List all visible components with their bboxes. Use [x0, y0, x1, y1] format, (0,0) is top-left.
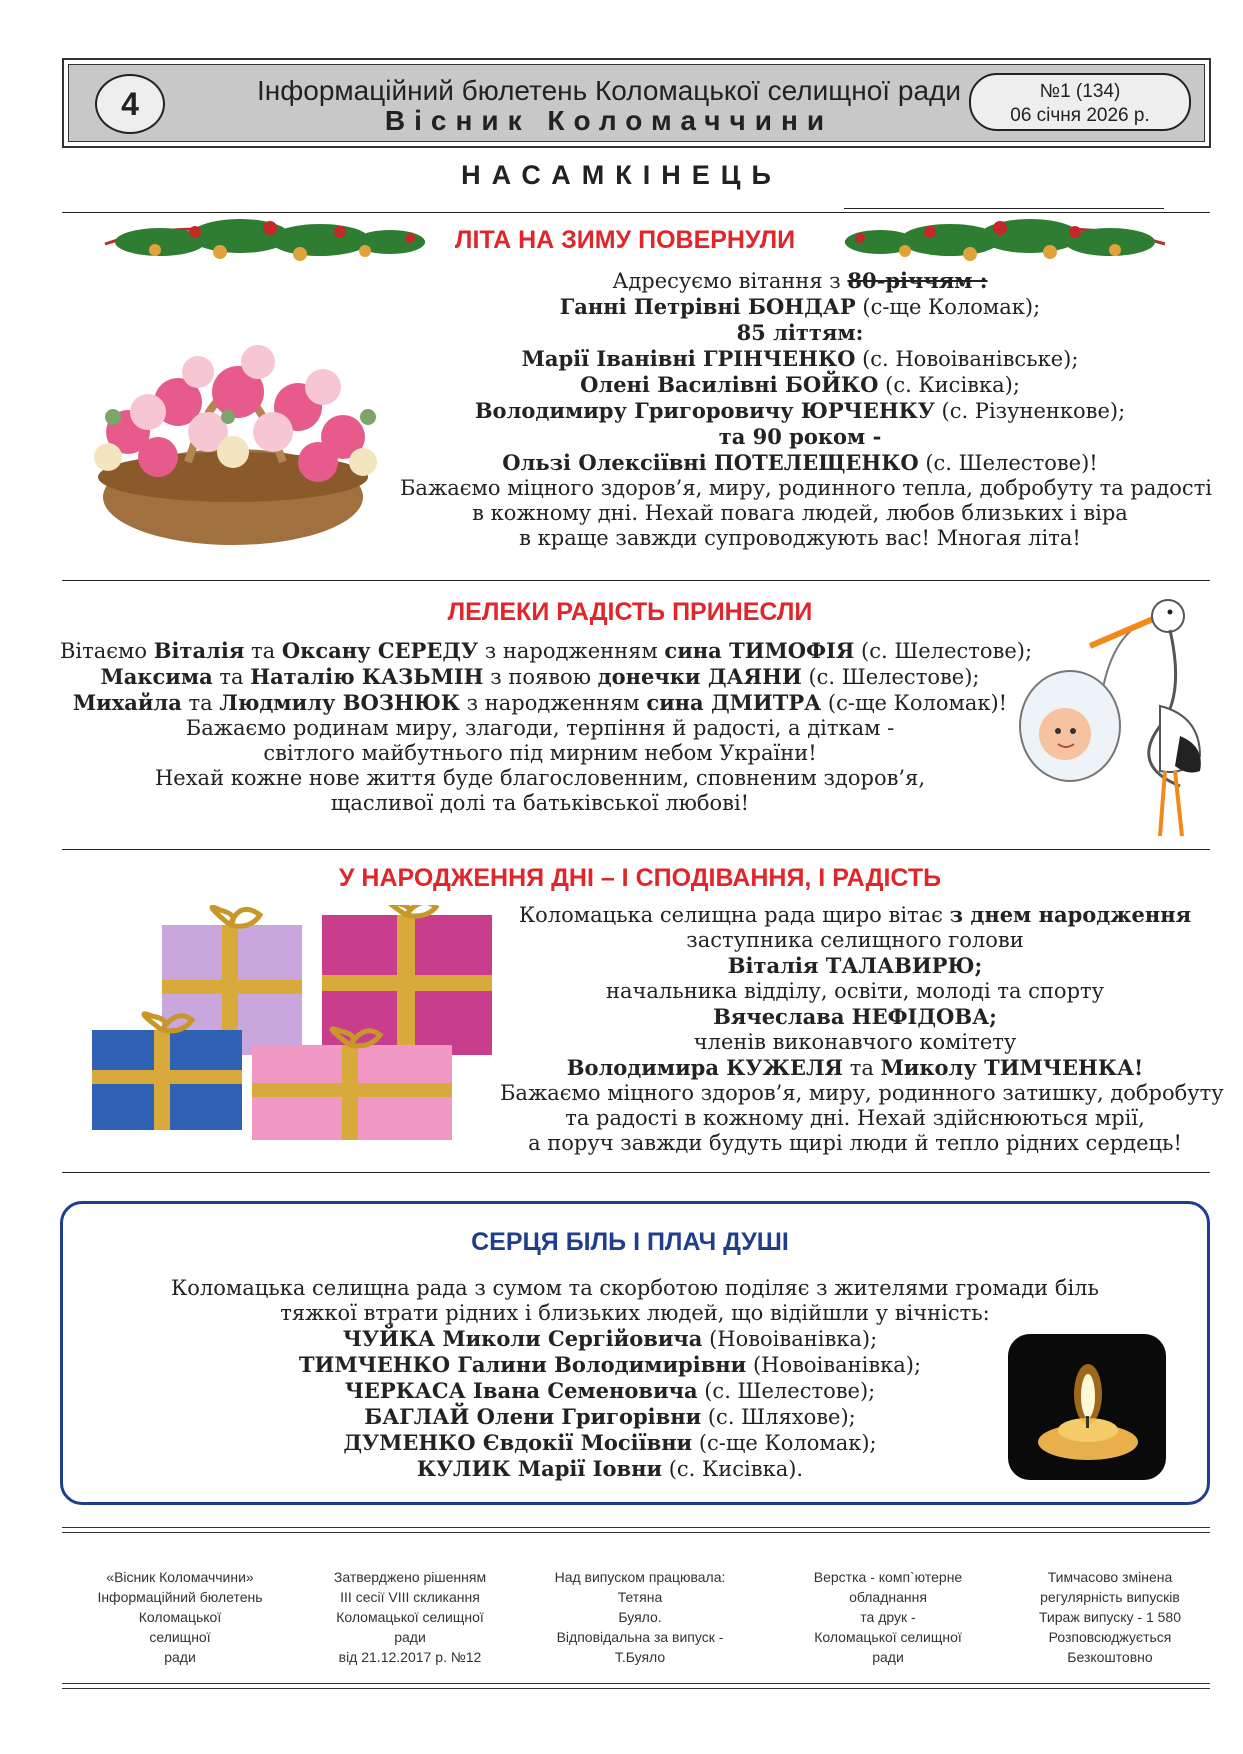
- footer-line: ради: [872, 1649, 904, 1665]
- footer-line: від 21.12.2017 р. №12: [338, 1649, 482, 1665]
- footer-line: Інформаційний бюлетень: [97, 1589, 263, 1605]
- b3-wish-3: а поруч завжди будуть щирі люди й тепло рідних сердець!: [528, 1131, 1182, 1155]
- block3-text: [500, 902, 1224, 1156]
- footer-line: селищної: [149, 1629, 211, 1645]
- footer-line: III сесії VIII скликання: [340, 1589, 480, 1605]
- b1-line-1: [400, 268, 1200, 294]
- b2-bold: Наталію КАЗЬМІН: [250, 664, 484, 689]
- b2-bold: Людмилу ВОЗНЮК: [219, 690, 460, 715]
- issue-number: №1 (134): [1039, 81, 1121, 102]
- gift-boxes-icon: [82, 905, 512, 1145]
- b2-bold: Віталія: [153, 638, 245, 663]
- b2-bold: сина ДМИТРА: [646, 690, 822, 715]
- b1-line-8: [400, 450, 1200, 476]
- b3-position: членів виконавчого комітету: [693, 1030, 1017, 1054]
- b1-line-2: [400, 294, 1200, 320]
- b3-position: начальника відділу, освіти, молоді та спорту: [606, 979, 1104, 1003]
- b2-text: (с-ще Коломак)!: [821, 691, 1008, 715]
- divider: [62, 1172, 1210, 1173]
- b2-line-2: [60, 664, 1020, 690]
- bulletin-title: Вісник Коломаччини: [384, 105, 834, 136]
- b4-place: (с-ще Коломак);: [692, 1431, 877, 1455]
- b2-bold: Максима: [100, 664, 213, 689]
- footer-line: та друк -: [860, 1609, 916, 1625]
- b4-line-6: [260, 1456, 960, 1482]
- b2-wish-1: Бажаємо родинам миру, злагоди, терпіння й радості, а діткам -: [185, 716, 895, 740]
- b1-place: (с. Кисівка);: [878, 373, 1020, 397]
- block2-title: ЛЕЛЕКИ РАДІСТЬ ПРИНЕСЛИ: [447, 598, 813, 626]
- b3-wish-1: Бажаємо міцного здоров’я, миру, родинного затишку, добробуту: [500, 1081, 1224, 1105]
- footer-col-5: [1010, 1567, 1210, 1667]
- divider: [62, 580, 1210, 581]
- b3-line-1: [500, 902, 1210, 928]
- footer-line: ради: [164, 1649, 196, 1665]
- b2-text: з народженням: [478, 639, 665, 663]
- block1-text: [400, 268, 1213, 551]
- footer-line: Розповсюджується: [1048, 1629, 1172, 1645]
- garland-right-icon: [840, 214, 1170, 274]
- b4-name: БАГЛАЙ Олени Григорівни: [364, 1404, 702, 1429]
- b3-line-7: [500, 1055, 1210, 1081]
- b4-intro-2: тяжкої втрати рідних і близьких людей, що відійшли у вічність:: [280, 1301, 990, 1325]
- footer-line: Коломацької селищної: [814, 1629, 962, 1645]
- b1-name: Марії Іванівні ГРІНЧЕНКО: [521, 346, 856, 371]
- block3-title: У НАРОДЖЕННЯ ДНІ – І СПОДІВАННЯ, І РАДІСТЬ: [338, 864, 942, 892]
- b2-text: (с. Шелестове);: [801, 665, 980, 689]
- footer-line: Т.Буяло: [614, 1649, 666, 1665]
- page-header: [62, 58, 1211, 148]
- b4-name: ДУМЕНКО Євдокії Мосіївни: [343, 1430, 693, 1455]
- b1-place: (с-ще Коломак);: [855, 295, 1041, 319]
- footer-col-1: [80, 1567, 280, 1667]
- b4-intro-1: Коломацька селищна рада з сумом та скорботою поділяє з жителями громади біль: [171, 1276, 1099, 1300]
- b2-text: (с. Шелестове);: [854, 639, 1033, 663]
- b4-line-1: [260, 1326, 960, 1352]
- footer-line: обладнання: [849, 1589, 927, 1605]
- footer-line: Над випуском працювала:: [554, 1569, 726, 1585]
- b2-text: Вітаємо: [60, 639, 154, 663]
- b1-wish-1: Бажаємо міцного здоров’я, миру, родинного тепла, добробуту та радості: [400, 476, 1213, 500]
- footer-line: регулярність випусків: [1040, 1589, 1180, 1605]
- b1-line-7: [400, 424, 1200, 450]
- b1-wish-3: в краще завжди супроводжують вас! Многая літа!: [519, 526, 1081, 550]
- b3-line-3: [500, 953, 1210, 979]
- footer-line: Коломацької: [138, 1609, 222, 1625]
- b4-name: КУЛИК Марії Іовни: [416, 1456, 663, 1481]
- section-title: НАСАМКІНЕЦЬ: [461, 160, 782, 190]
- stork-icon: [1010, 586, 1210, 842]
- b2-bold: Михайла: [72, 690, 182, 715]
- block1-title: ЛІТА НА ЗИМУ ПОВЕРНУЛИ: [454, 226, 796, 254]
- page-number: 4: [95, 74, 165, 134]
- divider: [62, 212, 1210, 213]
- footer-divider-top: [62, 1527, 1210, 1533]
- b4-name: ТИМЧЕНКО Галини Володимирівни: [298, 1352, 747, 1377]
- b4-place: (Новоіванівка);: [702, 1327, 878, 1351]
- b4-line-4: [260, 1404, 960, 1430]
- footer-col-2: [310, 1567, 510, 1667]
- issue-badge: [969, 73, 1191, 131]
- b3-bold: Вячеслава НЕФІДОВА;: [713, 1004, 997, 1029]
- b3-bold: з днем народження: [949, 902, 1192, 927]
- b4-place: (с. Кисівка).: [662, 1457, 804, 1481]
- b3-bold: Миколу ТИМЧЕНКА!: [880, 1055, 1144, 1080]
- footer-line: «Вісник Коломаччини»: [106, 1569, 254, 1585]
- issue-date: 06 січня 2026 р.: [1010, 105, 1150, 126]
- b1-wish-2: в кожному дні. Нехай повага людей, любов близьких і віра: [472, 501, 1128, 525]
- candle-icon: [1008, 1334, 1166, 1480]
- b3-bold: Володимира КУЖЕЛЯ: [566, 1055, 844, 1080]
- divider: [62, 849, 1210, 850]
- footer-line: Верстка - комп`ютерне: [813, 1569, 963, 1585]
- b1-line-6: [400, 398, 1200, 424]
- b1-place: (с. Новоіванівське);: [855, 347, 1079, 371]
- garland-left-icon: [100, 214, 430, 274]
- header-panel: [68, 64, 1205, 142]
- footer-col-3: [540, 1567, 740, 1667]
- footer-line: Коломацької селищної: [336, 1609, 484, 1625]
- b2-line-3: [60, 690, 1020, 716]
- footer-col-4: [788, 1567, 988, 1667]
- block4-intro: [80, 1276, 1190, 1326]
- b1-lead: Адресуємо вітання з: [612, 269, 848, 293]
- footer-line: Тираж випуску - 1 580: [1038, 1609, 1182, 1625]
- b4-name: ЧУЙКА Миколи Сергійовича: [342, 1326, 703, 1351]
- footer-divider-bottom: [62, 1683, 1210, 1689]
- b1-name: Ганні Петрівні БОНДАР: [559, 294, 856, 319]
- b2-wish-2: світлого майбутнього під мирним небом України!: [263, 741, 817, 765]
- b1-place: (с. Різуненкове);: [934, 399, 1126, 423]
- b1-line-3: [400, 320, 1200, 346]
- footer-line: Затверджено рішенням: [333, 1569, 487, 1585]
- flower-basket-icon: [68, 282, 398, 552]
- b2-text: та: [244, 639, 282, 663]
- b1-age-80: 80-річчям :: [847, 268, 988, 293]
- b3-bold: Віталія ТАЛАВИРЮ;: [727, 953, 983, 978]
- b2-wish-3: Нехай кожне нове життя буде благословенним, сповненим здоров’я,: [154, 766, 926, 790]
- b1-place: (с. Шелестове)!: [918, 451, 1098, 475]
- b4-place: (Новоіванівка);: [746, 1353, 922, 1377]
- b3-wish-2: та радості в кожному дні. Нехай здійснюються мрії,: [565, 1106, 1145, 1130]
- footer-line: ради: [394, 1629, 426, 1645]
- b1-name: Ользі Олексіївні ПОТЕЛЕЩЕНКО: [502, 450, 919, 475]
- footer-line: Тетяна: [617, 1589, 663, 1605]
- b2-bold: донечки ДАЯНИ: [597, 664, 802, 689]
- b2-text: та: [181, 691, 220, 715]
- b1-name: Володимиру Григоровичу ЮРЧЕНКУ: [474, 398, 935, 423]
- b4-line-3: [260, 1378, 960, 1404]
- b3-position: заступника селищного голови: [686, 928, 1024, 952]
- b1-line-4: [400, 346, 1200, 372]
- b1-heading: 85 літтям:: [736, 320, 864, 345]
- b4-place: (с. Шелестове);: [697, 1379, 876, 1403]
- b2-wish-4: щасливої долі та батьківської любові!: [330, 791, 750, 815]
- block4-names: [260, 1326, 960, 1482]
- block2-text: [60, 638, 1033, 816]
- b2-text: з народженням: [459, 691, 647, 715]
- footer-line: Буяло.: [618, 1609, 662, 1625]
- b1-heading: та 90 роком -: [718, 424, 882, 449]
- b1-name: Олені Василівні БОЙКО: [580, 372, 879, 397]
- b2-line-1: [60, 638, 1033, 664]
- b3-line-5: [500, 1004, 1210, 1030]
- footer-line: Безкоштовно: [1067, 1649, 1153, 1665]
- b4-line-5: [260, 1430, 960, 1456]
- b1-line-5: [400, 372, 1200, 398]
- b4-line-2: [260, 1352, 960, 1378]
- b2-bold: сина ТИМОФІЯ: [664, 638, 855, 663]
- b2-text: та: [212, 665, 251, 689]
- footer-line: Тимчасово змінена: [1047, 1569, 1173, 1585]
- b2-text: з появою: [483, 665, 598, 689]
- b4-name: ЧЕРКАСА Івана Семеновича: [344, 1378, 698, 1403]
- bulletin-subtitle: Інформаційний бюлетень Коломацької селищної ради: [257, 75, 961, 106]
- b3-text: та: [843, 1056, 881, 1080]
- b4-place: (с. Шляхове);: [701, 1405, 856, 1429]
- b2-bold: Оксану СЕРЕДУ: [281, 638, 479, 663]
- b3-text: Коломацька селищна рада щиро вітає: [518, 903, 950, 927]
- block4-title: СЕРЦЯ БІЛЬ І ПЛАЧ ДУШІ: [471, 1228, 789, 1256]
- footer-line: Відповідальна за випуск -: [556, 1629, 724, 1645]
- divider-short: [844, 208, 1164, 209]
